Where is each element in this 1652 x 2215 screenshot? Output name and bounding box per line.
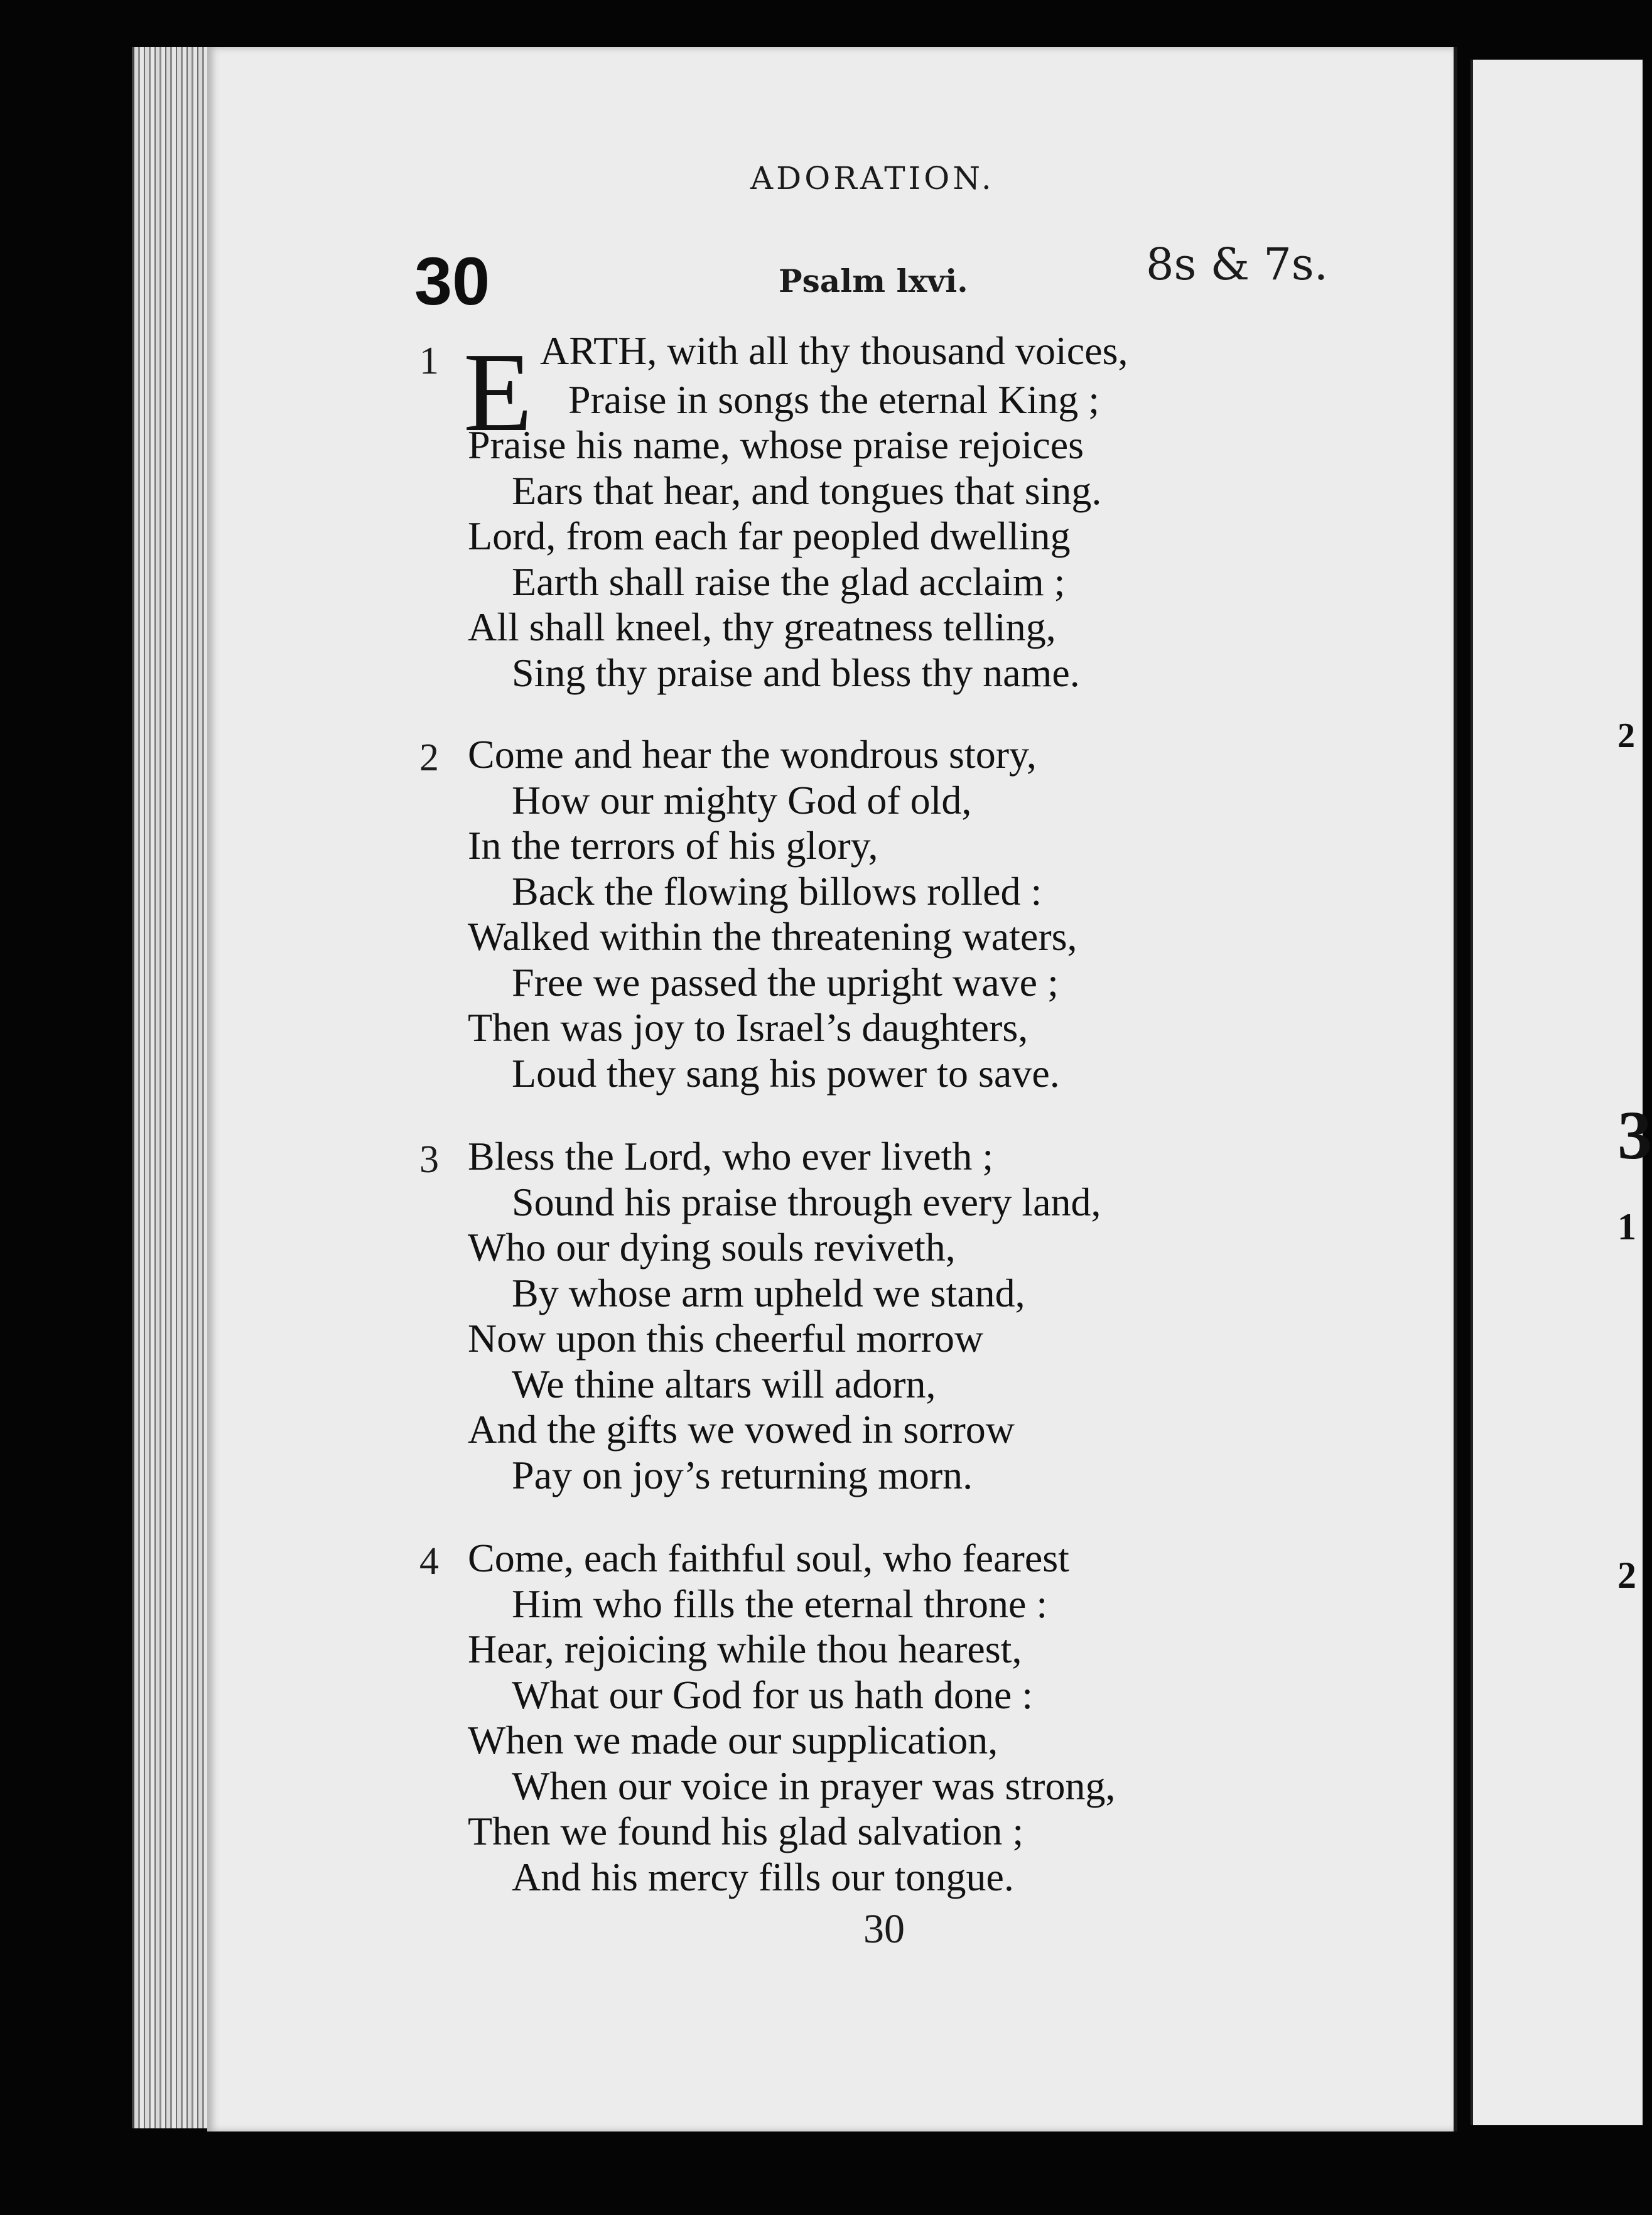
verse-line: Him who fills the eternal throne : [512,1582,1048,1626]
meter: 8s & 7s. [1146,239,1328,290]
verse-line: Praise in songs the eternal King ; [568,377,1100,422]
verse-line: Come and hear the wondrous story, [468,732,1037,777]
verse-line: Sing thy praise and bless thy name. [512,650,1080,695]
verse-line: Then we found his glad salvation ; [468,1809,1024,1853]
verse-line: When we made our supplication, [468,1718,998,1762]
verse-line: All shall kneel, thy greatness telling, [468,605,1056,649]
facing-page-fragment: 2 [1617,716,1635,755]
verse-number: 3 [419,1138,439,1181]
verse-line: By whose arm upheld we stand, [512,1271,1025,1315]
verse-line: Now upon this cheerful morrow [468,1316,984,1361]
drop-cap: E [463,330,532,455]
facing-page-fragment: 1 [1617,1206,1636,1248]
verse-line: Come, each faithful soul, who fearest [468,1536,1069,1580]
book-page-edges [132,47,216,2128]
verse-line: What our God for us hath done : [512,1673,1034,1717]
verse-number: 4 [419,1540,439,1583]
verse-number: 2 [419,736,439,779]
verse-line: Pay on joy’s returning morn. [512,1453,973,1497]
verse-line: Then was joy to Israel’s daughters, [468,1005,1028,1050]
facing-page-fragment: 3 [1617,1097,1652,1173]
verse-line: Lord, from each far peopled dwelling [468,514,1071,558]
psalm-reference: Psalm lxvi. [779,262,968,299]
verse-line: ARTH, with all thy thousand voices, [540,328,1128,373]
verse-line: Bless the Lord, who ever liveth ; [468,1134,994,1178]
verse-number: 1 [419,340,439,382]
verse-line: Loud they sang his power to save. [512,1051,1060,1096]
verse-line: Who our dying souls reviveth, [468,1225,956,1269]
page-number: 30 [863,1906,905,1952]
verse-line: Ears that hear, and tongues that sing. [512,468,1102,513]
facing-page-edge [1471,60,1652,2125]
verse-line: Earth shall raise the glad acclaim ; [512,559,1066,604]
hymn-number: 30 [414,243,490,319]
verse-line: Walked within the threatening waters, [468,914,1077,959]
verse-line: We thine altars will adorn, [512,1362,936,1406]
verse-line: In the terrors of his glory, [468,823,878,868]
running-head: ADORATION. [750,160,995,197]
facing-page-fragment: 2 [1617,1555,1636,1596]
verse-line: Praise his name, whose praise rejoices [468,423,1084,467]
verse-line: How our mighty God of old, [512,778,972,822]
verse-line: And the gifts we vowed in sorrow [468,1407,1015,1452]
verse-line: And his mercy fills our tongue. [512,1855,1014,1899]
verse-line: Hear, rejoicing while thou hearest, [468,1627,1022,1671]
verse-line: Sound his praise through every land, [512,1180,1101,1224]
verse-line: Free we passed the upright wave ; [512,960,1059,1005]
verse-line: When our voice in prayer was strong, [512,1764,1116,1808]
verse-line: Back the flowing billows rolled : [512,869,1042,913]
